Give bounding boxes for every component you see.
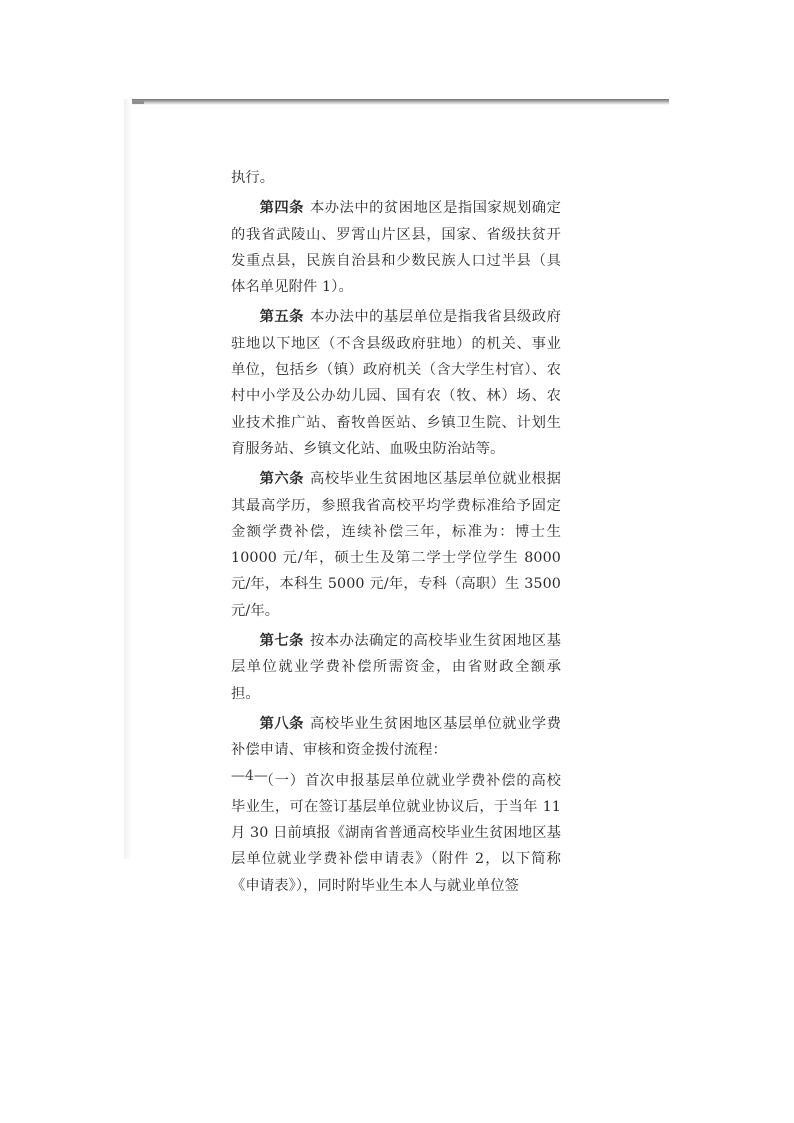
article-heading: 第四条 — [259, 200, 304, 217]
article-text: 高校毕业生贫困地区基层单位就业学费补偿申请、审核和资金拨付流程： — [231, 715, 561, 759]
article-text: 本办法中的基层单位是指我省县级政府驻地以下地区（不含县级政府驻地）的机关、事业单位，包括乡（镇）政府机关（含大学生村官）、农村中小学及公办幼儿园、国有农（牧、林）场、农业技术推广站、畜牧兽医站、乡镇卫生院、计划生育服务站、乡镇文化站、血吸虫防治站等。 — [231, 309, 561, 457]
page-number: —4— — [231, 768, 268, 784]
article-6 — [231, 466, 561, 624]
paragraph-text: （一）首次申报基层单位就业学费补偿的高校毕业生，可在签订基层单位就业协议后，于当年 11 月 30 日前填报《湖南省普通高校毕业生贫困地区基层单位就业学费补偿申请表》（附件 2，以下简称《申请表》），同时附毕业生本人与就业单位签 — [231, 772, 562, 894]
article-heading: 第六条 — [259, 471, 304, 488]
scan-left-edge — [124, 99, 132, 859]
article-text: 本办法中的贫困地区是指国家规划确定的我省武陵山、罗霄山片区县，国家、省级扶贫开发重点县，民族自治县和少数民族人口过半县（具体名单见附件 1）。 — [231, 200, 561, 296]
article-7 — [231, 628, 561, 707]
paragraph-text: 执行。 — [231, 170, 275, 186]
article-heading: 第五条 — [259, 309, 304, 326]
scan-top-edge — [128, 99, 669, 105]
item-1-paragraph — [231, 768, 561, 899]
article-5 — [231, 304, 561, 462]
article-text: 高校毕业生贫困地区基层单位就业根据其最高学历，参照我省高校平均学费标准给予固定金额学费补偿，连续补偿三年，标准为：博士生 10000 元/年，硕士生及第二学士学位学生 8000 元/年，本科生 5000 元/年，专科（高职）生 3500 元/年。 — [231, 471, 561, 619]
article-heading: 第八条 — [259, 715, 304, 732]
continuation-paragraph — [231, 165, 561, 191]
article-text: 按本办法确定的高校毕业生贫困地区基层单位就业学费补偿所需资金，由省财政全额承担。 — [231, 633, 561, 702]
article-8 — [231, 711, 561, 764]
article-4 — [231, 195, 561, 300]
document-body — [231, 165, 561, 903]
article-heading: 第七条 — [259, 633, 304, 650]
